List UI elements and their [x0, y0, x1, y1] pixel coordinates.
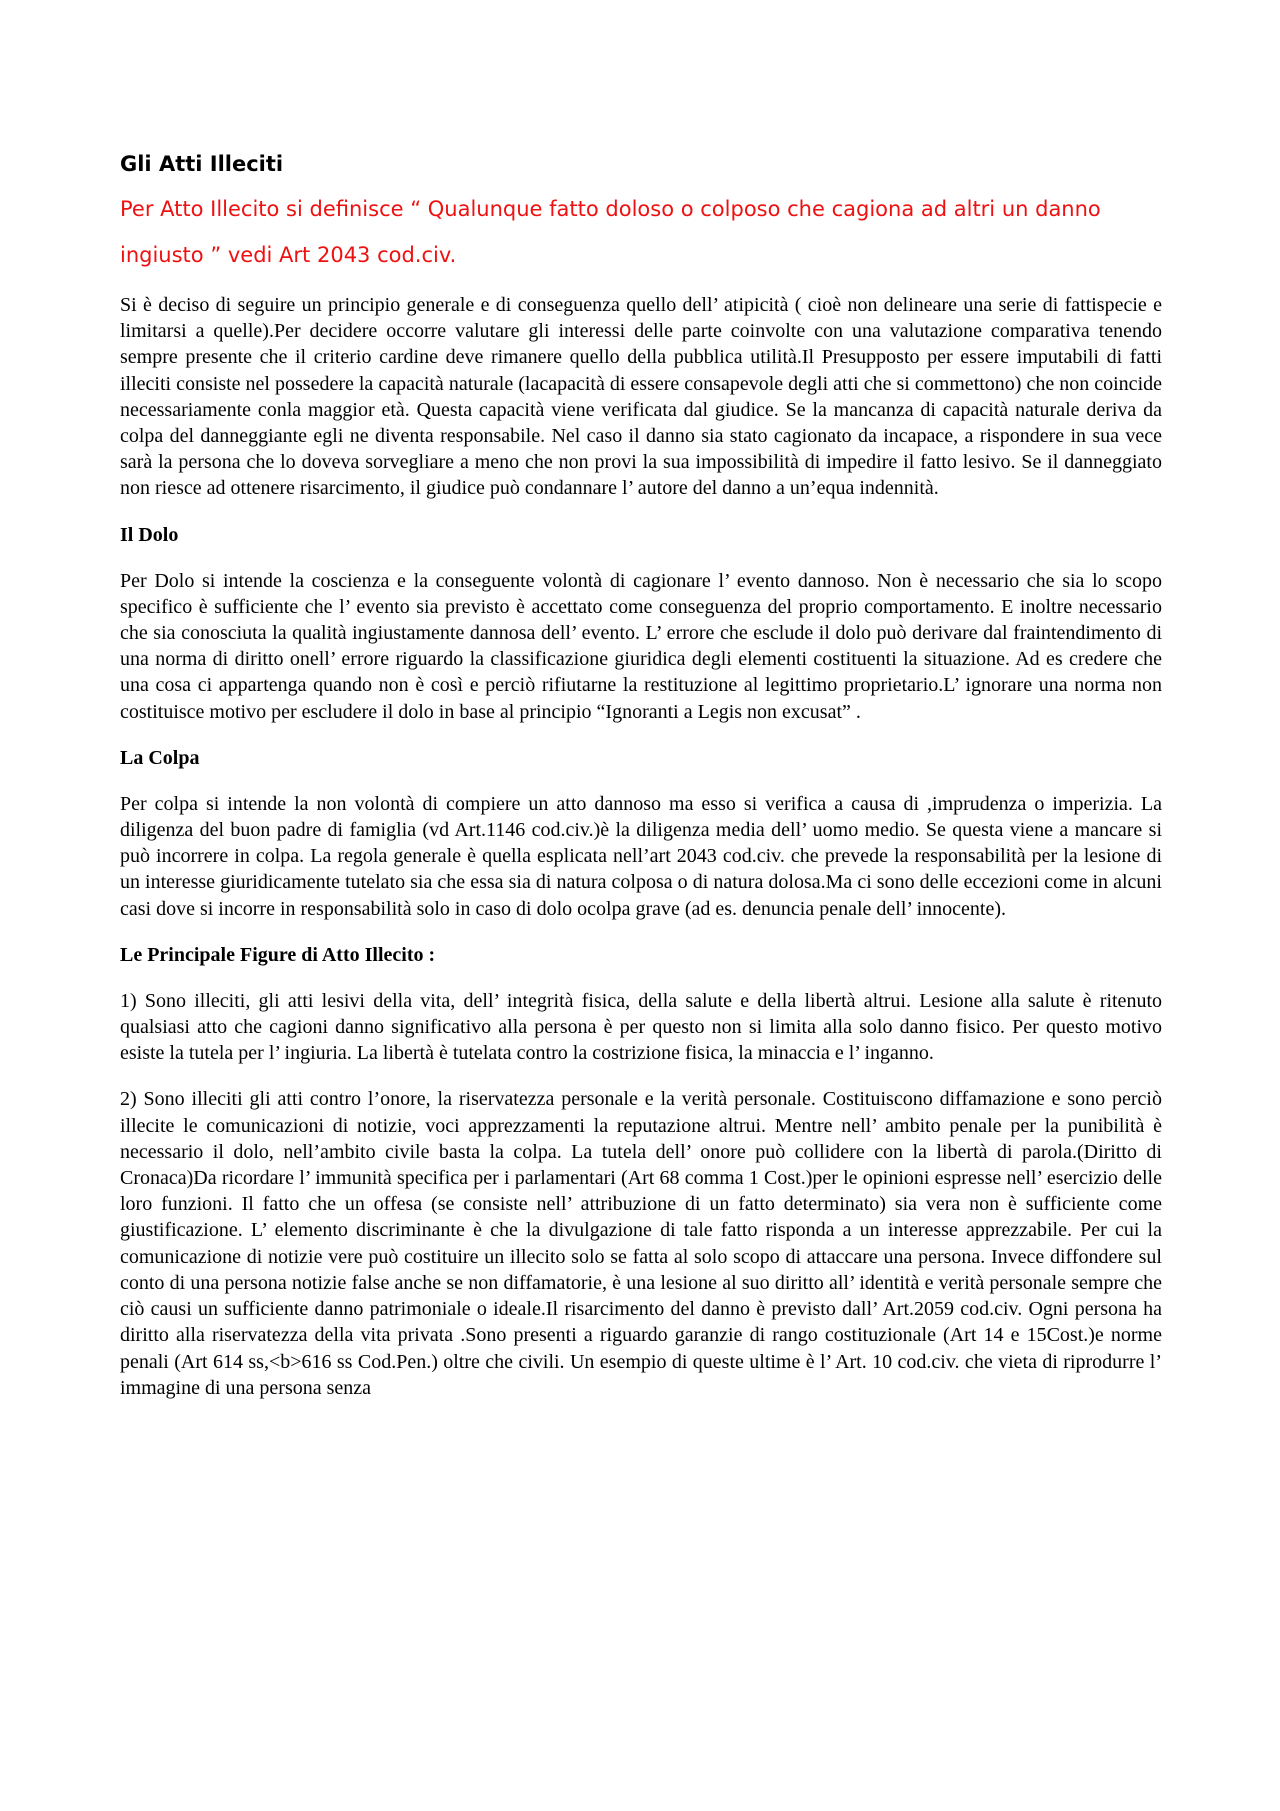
- document-title: Gli Atti Illeciti: [120, 152, 284, 176]
- colpa-heading: La Colpa: [120, 746, 200, 769]
- colpa-paragraph: Per colpa si intende la non volontà di compiere un atto dannoso ma esso si verifica a causa di ,imprudenza o imperizia. La diligenza del buon padre di famiglia (vd Art.1146 cod.civ.)è la diligenza media dell’ uomo medio. Se questa viene a mancare si può incorrere in colpa. La regola generale è quella esplicata nell’art 2043 cod.civ. che prevede la responsabilità per la lesione di un interesse giuridicamente tutelato sia che essa sia di natura colposa o di natura dolosa.Ma ci sono delle eccezioni come in alcuni casi dove si incorre in responsabilità solo in caso di dolo ocolpa grave (ad es. denuncia penale dell’ innocente).: [120, 792, 1162, 920]
- definition-line-1: Per Atto Illecito si definisce “ Qualunque fatto doloso o colposo che cagiona ad altri un danno: [120, 197, 1101, 221]
- intro-paragraph: Si è deciso di seguire un principio generale e di conseguenza quello dell’ atipicità ( cioè non delineare una serie di fattispecie e limitarsi a quelle).Per decidere occorre valutare gli interessi delle parte coinvolte con una valutazione comparativa tenendo sempre presente che il criterio cardine deve rimanere quello della pubblica utilità.Il Presupposto per essere imputabili di fatti illeciti consiste nel possedere la capacità naturale (lacapacità di essere consapevole degli atti che si commettono) che non coincide necessariamente conla maggior età. Questa capacità viene verificata dal giudice. Se la mancanza di capacità naturale deriva da colpa del danneggiante egli ne diventa responsabile. Nel caso il danno sia stato cagionato da incapace, a rispondere in sua vece sarà la persona che lo doveva sorvegliare a meno che non provi la sua impossibilità di impedire il fatto lesivo. Se il danneggiato non riesce ad ottenere risarcimento, il giudice può condannare l’ autore del danno a un’equa indennità.: [120, 294, 1162, 500]
- definition-line-2: ingiusto ” vedi Art 2043 cod.civ.: [120, 243, 457, 267]
- document-page: [120, 150, 1162, 1421]
- dolo-heading: Il Dolo: [120, 523, 179, 546]
- dolo-paragraph: Per Dolo si intende la coscienza e la conseguente volontà di cagionare l’ evento dannoso. Non è necessario che sia lo scopo specifico è sufficiente che l’ evento sia previsto è accettato come conseguenza del proprio comportamento. E inoltre necessario che sia conosciuta la qualità ingiustamente dannosa dell’ evento. L’ errore che esclude il dolo può derivare dal fraintendimento di una norma di diritto onell’ errore riguardo la classificazione giuridica degli elementi costituenti la situazione. Ad es credere che una cosa ci appartenga quando non è così e perciò rifiutarne la restituzione al legittimo proprietario.L’ ignorare una norma non costituisce motivo per escludere il dolo in base al principio “Ignoranti a Legis non excusat” .: [120, 569, 1162, 723]
- figure-1-paragraph: 1) Sono illeciti, gli atti lesivi della vita, dell’ integrità fisica, della salute e della libertà altrui. Lesione alla salute è ritenuto qualsiasi atto che cagioni danno significativo alla persona è per questo non si limita alla solo danno fisico. Per questo motivo esiste la tutela per l’ ingiuria. La libertà è tutelata contro la costrizione fisica, la minaccia e l’ inganno.: [120, 989, 1162, 1065]
- figure-2-paragraph: 2) Sono illeciti gli atti contro l’onore, la riservatezza personale e la verità personale. Costituiscono diffamazione e sono perciò illecite le comunicazioni di notizie, voci apprezzamenti la reputazione altrui. Mentre nell’ ambito penale per la punibilità è necessario il dolo, nell’ambito civile basta la colpa. La tutela dell’ onore può collidere con la libertà di parola.(Diritto di Cronaca)Da ricordare l’ immunità specifica per i parlamentari (Art 68 comma 1 Cost.)per le opinioni espresse nell’ esercizio delle loro funzioni. Il fatto che un offesa (se consiste nell’ attribuzione di un fatto determinato) sia vera non è sufficiente come giustificazione. L’ elemento discriminante è che la divulgazione di tale fatto risponda a un interesse apprezzabile. Per cui la comunicazione di notizie vere può costituire un illecito solo se fatta al solo scopo di attaccare una persona. Invece diffondere sul conto di una persona notizie false anche se non diffamatorie, è una lesione al suo diritto all’ identità e verità personale sempre che ciò causi un sufficiente danno patrimoniale o ideale.Il risarcimento del danno è previsto dall’ Art.2059 cod.civ. Ogni persona ha diritto alla riservatezza della vita privata .Sono presenti a riguardo garanzie di rango costituzionale (Art 14 e 15Cost.)e norme penali (Art 614 ss,<b>616 ss Cod.Pen.) oltre che civili. Un esempio di queste ultime è l’ Art. 10 cod.civ. che vieta di riprodurre l’ immagine di una persona senza: [120, 1088, 1162, 1399]
- figure-heading: Le Principale Figure di Atto Illecito :: [120, 943, 436, 966]
